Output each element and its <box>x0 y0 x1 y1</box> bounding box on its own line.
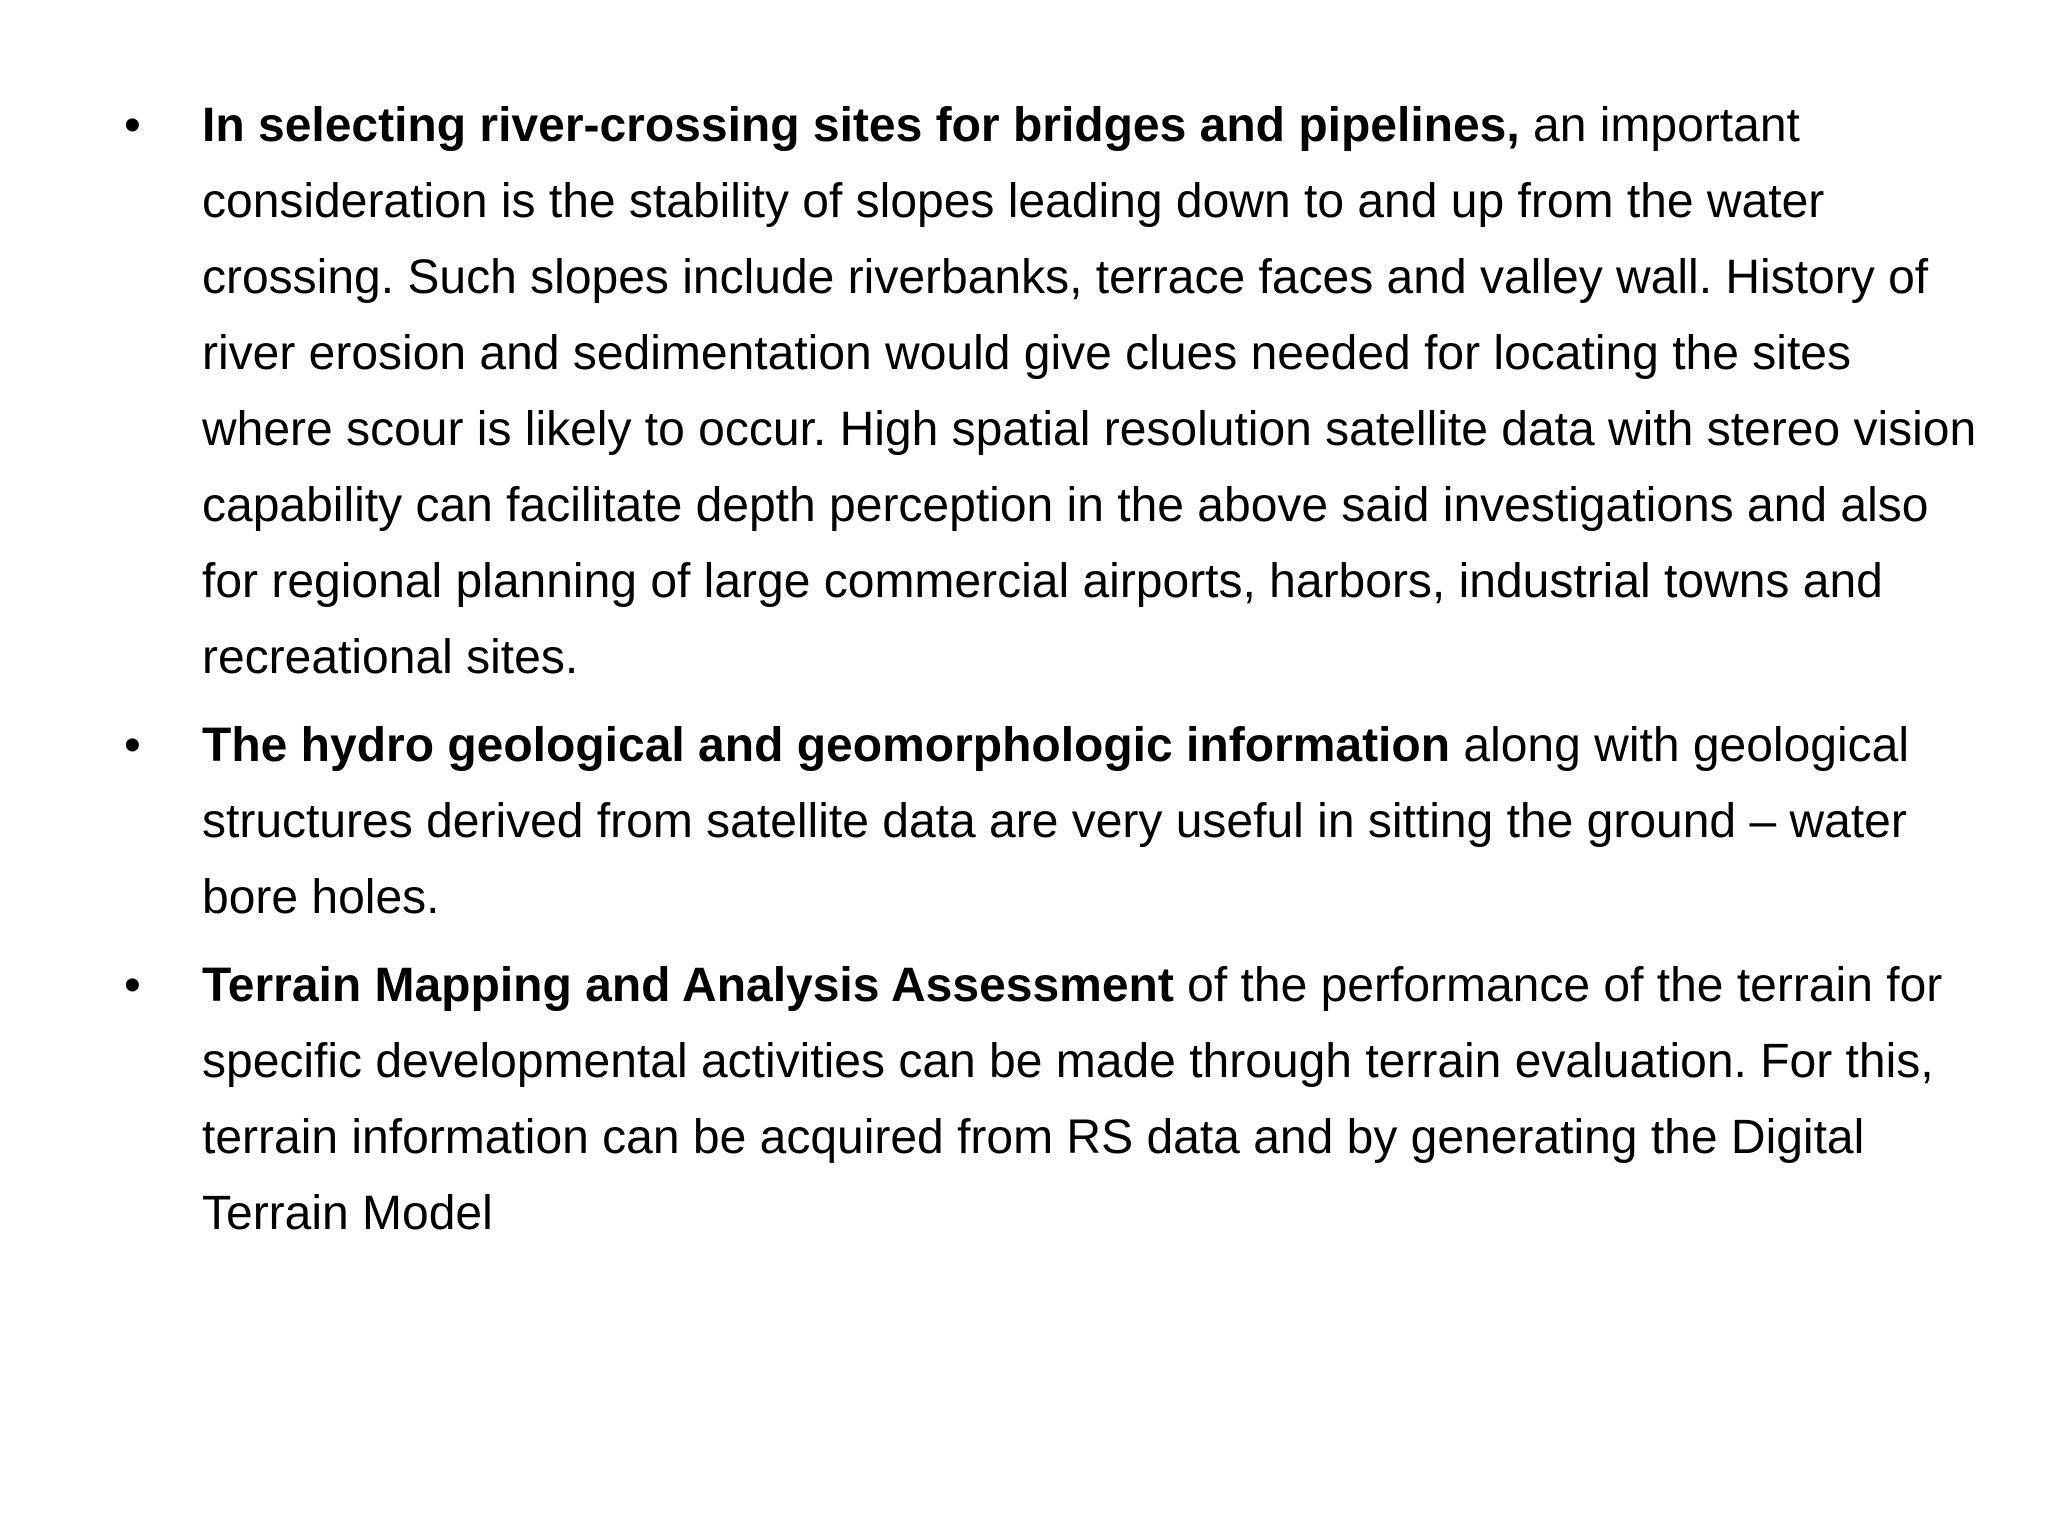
bullet-body: an important consideration is the stability of slopes leading down to and up from the water crossing. Such slopes include riverbanks, terrace faces and valley wall. History of river erosion and sedimentation would give clues needed for locating the sites where scour is likely to occur. High spatial resolution satellite data with stereo vision capability can facilitate depth perception in the above said investigations and also for regional planning of large commercial airports, harbors, industrial towns and recreational sites. <box>202 99 1977 684</box>
bullet-item-terrain-mapping <box>120 948 1990 1252</box>
bullet-body: of the performance of the terrain for specific developmental activities can be made through terrain evaluation. For this, terrain information can be acquired from RS data and by generating the Digital Terrain Model <box>202 959 1943 1240</box>
bullet-item-hydro-geological <box>120 708 1990 936</box>
bullet-body: along with geological structures derived from satellite data are very useful in sitting the ground – water bore holes. <box>202 719 1910 924</box>
bullet-item-river-crossing <box>120 88 1990 696</box>
bullet-heading: In selecting river-crossing sites for bridges and pipelines, <box>202 99 1520 152</box>
bullet-icon: • <box>124 719 141 772</box>
bullet-list <box>120 88 1990 1264</box>
bullet-heading: Terrain Mapping and Analysis Assessment <box>202 959 1174 1012</box>
bullet-heading: The hydro geological and geomorphologic information <box>202 719 1451 772</box>
bullet-icon: • <box>124 99 141 152</box>
bullet-icon: • <box>124 959 141 1012</box>
